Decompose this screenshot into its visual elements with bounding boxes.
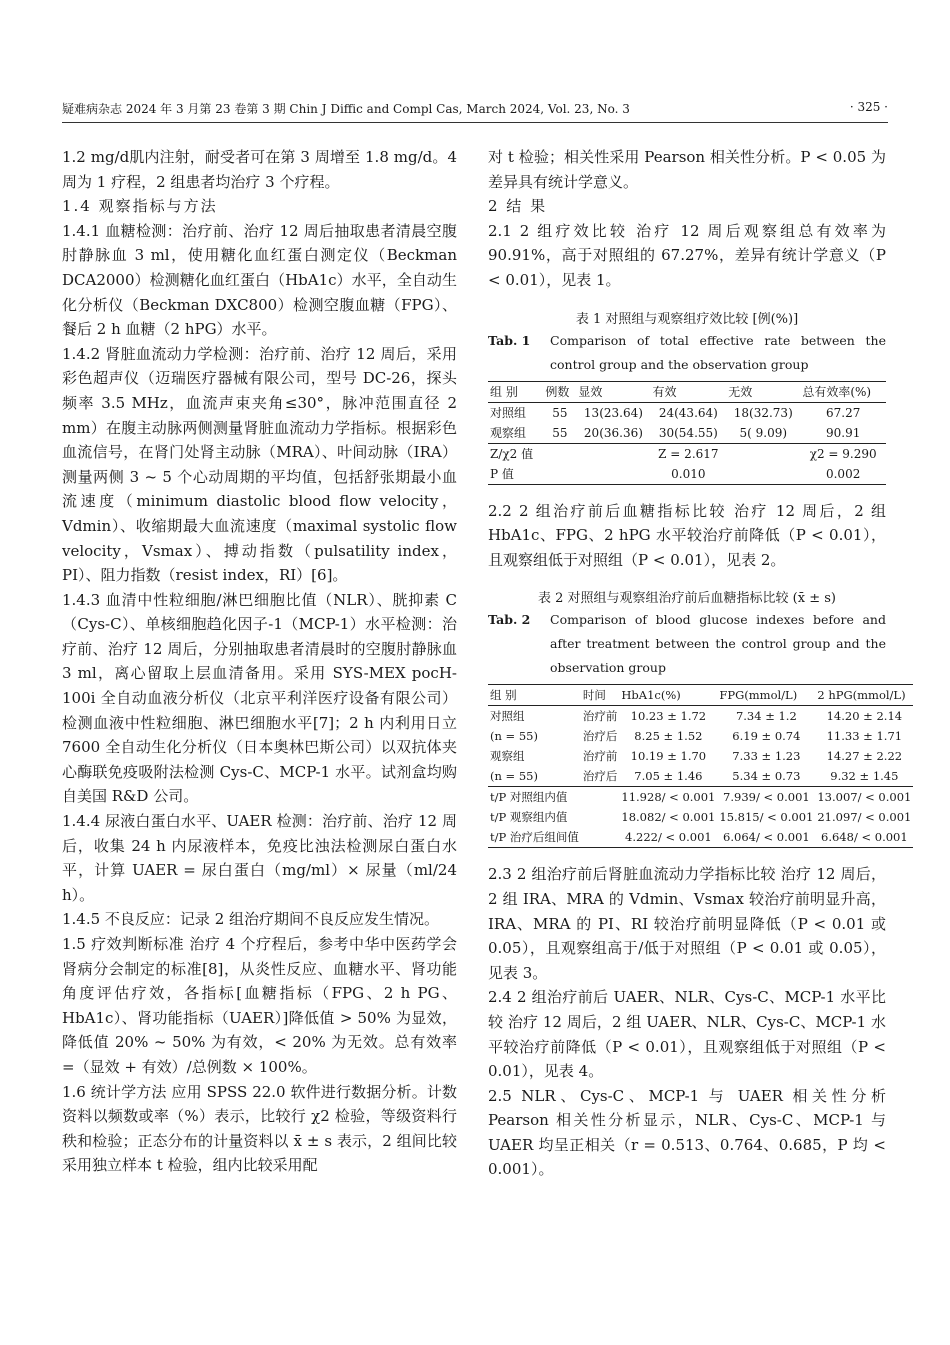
table-cell: 13(23.64): [583, 405, 643, 420]
paragraph-stats-cont: 对 t 检验；相关性采用 Pearson 相关性分析。P < 0.05 为差异具有统计学意义。: [488, 148, 886, 191]
table1-header: 显效: [576, 381, 650, 402]
running-header: [62, 100, 888, 122]
table-row: [488, 746, 913, 766]
table-cell: 治疗前: [582, 709, 618, 724]
table2-en-text: Comparison of blood glucose indexes before and after treatment between the control group and the observation group: [550, 612, 886, 676]
journal-citation: 疑难病杂志 2024 年 3 月第 23 卷第 3 期 Chin J Diffic and Compl Cas, March 2024, Vol. 23, No. 3: [62, 102, 630, 116]
table-cell: 9.32 ± 1.45: [830, 769, 899, 784]
table-cell: 14.20 ± 2.14: [826, 709, 903, 724]
table-cell: t/P 治疗后组间值: [488, 827, 581, 848]
paragraph-1-5: 1.5 疗效判断标准 治疗 4 个疗程后，参考中华中医药学会肾病分会制定的标准[8]，从炎性反应、血糖水平、肾功能角度评估疗效，各指标[血糖指标（FPG、2 h PG、HbA1c）、肾功能指标（UAER）]降低值 > 50% 为显效，降低值 20% ~ 50% 为有效，< 20% 为无效。总有效率 =（显效 + 有效）/总例数 × 100%。: [62, 935, 457, 1076]
table-row: [488, 402, 886, 423]
table-cell: 18.082/ < 0.001: [621, 810, 716, 825]
table-cell: 14.27 ± 2.22: [826, 749, 903, 764]
paragraph-2-5: 2.5 NLR、Cys-C、MCP-1 与 UAER 相关性分析 Pearson 相关性分析显示，NLR、Cys-C、MCP-1 与 UAER 均呈正相关（r = 0.513、0.764、0.685，P 均 < 0.001）。: [488, 1086, 886, 1179]
table-cell: 6.064/ < 0.001: [717, 827, 815, 848]
table-cell: [576, 443, 650, 464]
left-column: [62, 145, 457, 1178]
table-cell: 55: [552, 425, 568, 440]
table1-header: 总有效率(%): [800, 381, 886, 402]
table-cell: 67.27: [825, 405, 861, 420]
table1: [488, 381, 886, 485]
paragraph-2-4: 2.4 2 组治疗前后 UAER、NLR、Cys-C、MCP-1 水平比较 治疗 12 周后，2 组 UAER、NLR、Cys-C、MCP-1 水平较治疗前降低（P < 0.01），且观察组低于对照组（P < 0.01），见表 4。: [488, 988, 886, 1081]
paragraph-1-4-4: 1.4.4 尿液白蛋白水平、UAER 检测：治疗前、治疗 12 周后，收集 24 h 内尿液样本，免疫比浊法检测尿白蛋白水平，计算 UAER = 尿白蛋白（mg/ml）× 尿量（ml/24 h）。: [62, 812, 457, 904]
table-cell: 90.91: [825, 425, 861, 440]
table-cell: [581, 827, 620, 848]
table-cell: 0.010: [650, 464, 726, 485]
paragraph-1-4-3: 1.4.3 血清中性粒细胞/淋巴细胞比值（NLR）、胱抑素 C（Cys-C）、单核细胞趋化因子-1（MCP-1）水平检测：治疗前、治疗 12 周后，分别抽取患者清晨时的空腹肘静脉血 3 ml，离心留取上层血清备用。采用 SYS-MEX pocH-100i 全自动血液分析仪（北京平利洋医疗设备有限公司）检测血液中性粒细胞、淋巴细胞水平[7]；2 h 内利用日立 7600 全自动生化分析仪（日本奥林巴斯公司）以双抗体夹心酶联免疫吸附法检测 Cys-C、MCP-1 水平。试剂盒均购自美国 R&D 公司。: [62, 590, 457, 806]
table2-header: 组 别: [488, 685, 581, 706]
table-cell: 15.815/ < 0.001: [719, 810, 814, 825]
header-rule: [62, 122, 888, 123]
paragraph-1-4-2: 1.4.2 肾脏血流动力学检测：治疗前、治疗 12 周后，采用彩色超声仪（迈瑞医疗器械有限公司，型号 DC-26，探头频率 3.5 MHz，血流声束夹角≤30°，脉冲范围直径 2 mm）在腹主动脉两侧测量肾脏血流动力学指标。根据彩色血流信号，在肾门处肾主动脉（MRA）、叶间动脉（IRA）测量两侧 3 ~ 5 个心动周期的平均值，包括舒张期最小血流速度（minimum diastolic blood flow velocity，Vdmin）、收缩期最大血流速度（maximal systolic flow velocity，Vsmax）、搏动指数（pulsatility index，PI）、阻力指数（resist index，RI）[6]。: [62, 344, 457, 585]
paragraph-2-2: 2.2 2 组治疗前后血糖指标比较 治疗 12 周后，2 组 HbA1c、FPG、2 hPG 水平较治疗前降低（P < 0.01），且观察组低于对照组（P < 0.01），见表 2。: [488, 501, 886, 569]
table-row: [488, 443, 886, 464]
right-column: [488, 145, 912, 1182]
table2-header: HbA1c(%): [619, 685, 717, 706]
paragraph-2-3: 2.3 2 组治疗前后肾脏血流动力学指标比较 治疗 12 周后，2 组 IRA、MRA 的 Vdmin、Vsmax 较治疗前明显升高，IRA、MRA 的 PI、RI 较治疗前明显降低（P < 0.01 或 0.05），且观察组高于/低于对照组（P < 0.01 或 0.05），见表 3。: [488, 865, 886, 982]
table-cell: (n = 55): [490, 729, 538, 744]
table-row: [488, 827, 913, 848]
table-cell: 观察组: [490, 749, 525, 764]
table-cell: 4.222/ < 0.001: [619, 827, 717, 848]
table-cell: 7.05 ± 1.46: [634, 769, 703, 784]
table-row: [488, 706, 913, 727]
table-cell: 20(36.36): [583, 425, 643, 440]
table-cell: 13.007/ < 0.001: [815, 787, 913, 808]
table-cell: 30(54.55): [658, 425, 718, 440]
table-row: [488, 766, 913, 787]
table-cell: 21.097/ < 0.001: [817, 810, 912, 825]
table-row: [488, 464, 886, 485]
heading-results: 2 结 果: [488, 197, 548, 216]
table-cell: 对照组: [490, 405, 527, 420]
table-cell: [581, 787, 620, 808]
table-cell: 观察组: [490, 425, 527, 440]
table-cell: Z = 2.617: [650, 443, 726, 464]
table-cell: Z/χ2 值: [488, 443, 543, 464]
table-cell: 对照组: [490, 709, 525, 724]
table2-header: 2 hPG(mmol/L): [815, 685, 913, 706]
table-cell: 8.25 ± 1.52: [634, 729, 703, 744]
table1-en-caption: [488, 329, 886, 377]
table-cell: [726, 443, 800, 464]
paragraph-1-4-1: 1.4.1 血糖检测：治疗前、治疗 12 周后抽取患者清晨空腹肘静脉血 3 ml，使用糖化血红蛋白测定仪（Beckman DCA2000）检测糖化血红蛋白（HbA1c）水平，全自动生化分析仪（Beckman DXC800）检测空腹血糖（FPG）、餐后 2 h 血糖（2 hPG）水平。: [62, 221, 457, 339]
table-cell: 55: [552, 405, 568, 420]
table-row: [488, 807, 913, 827]
table2: [488, 684, 913, 848]
table-cell: 11.928/ < 0.001: [619, 787, 717, 808]
table-row: [488, 787, 913, 808]
table-cell: 治疗后: [582, 769, 618, 784]
table-cell: 7.939/ < 0.001: [717, 787, 815, 808]
table-cell: (n = 55): [490, 769, 538, 784]
paragraph-1-4-5: 1.4.5 不良反应：记录 2 组治疗期间不良反应发生情况。: [62, 910, 440, 929]
table-cell: 10.19 ± 1.70: [630, 749, 707, 764]
paragraph-1-6: 1.6 统计学方法 应用 SPSS 22.0 软件进行数据分析。计数资料以频数或率（%）表示，比较行 χ2 检验，等级资料行秩和检验；正态分布的计量资料以 x̄ ± s 表示，2 组间比较采用独立样本 t 检验，组内比较采用配: [62, 1082, 457, 1175]
table1-en-text: Comparison of total effective rate between the control group and the observation group: [550, 332, 886, 372]
table-cell: 5.34 ± 0.73: [732, 769, 801, 784]
table-cell: P 值: [488, 464, 543, 485]
table-cell: 治疗前: [582, 749, 618, 764]
table2-caption: 表 2 对照组与观察组治疗前后血糖指标比较 (x̄ ± s): [538, 591, 836, 607]
table1-label: Tab. 1: [488, 332, 531, 348]
table-cell: [576, 464, 650, 485]
table1-header: 有效: [650, 381, 726, 402]
table-cell: 7.34 ± 1.2: [735, 709, 797, 724]
table-row: [488, 423, 886, 444]
table-cell: 6.19 ± 0.74: [732, 729, 801, 744]
table-row: [488, 726, 913, 746]
table-cell: [726, 464, 800, 485]
table-cell: 6.648/ < 0.001: [815, 827, 913, 848]
table1-header: 例数: [543, 381, 576, 402]
paragraph-dose: 1.2 mg/d肌内注射，耐受者可在第 3 周增至 1.8 mg/d。4 周为 1 疗程，2 组患者均治疗 3 个疗程。: [62, 148, 457, 191]
table-cell: 18(32.73): [733, 405, 793, 420]
table1-caption: 表 1 对照组与观察组疗效比较 [例(%)]: [575, 311, 799, 327]
table-cell: [543, 464, 576, 485]
table-cell: 24(43.64): [658, 405, 718, 420]
table-cell: 7.33 ± 1.23: [732, 749, 801, 764]
table1-header: 无效: [726, 381, 800, 402]
table-cell: [581, 807, 620, 827]
table-cell: χ2 = 9.290: [800, 443, 886, 464]
table-cell: 治疗后: [582, 729, 618, 744]
table-cell: 10.23 ± 1.72: [630, 709, 707, 724]
table-cell: t/P 对照组内值: [488, 787, 581, 808]
table1-header: 组 别: [488, 381, 543, 402]
table2-label: Tab. 2: [488, 612, 531, 628]
paragraph-2-1: 2.1 2 组疗效比较 治疗 12 周后观察组总有效率为 90.91%，高于对照组的 67.27%，差异有统计学意义（P < 0.01），见表 1。: [488, 221, 886, 289]
table-cell: 11.33 ± 1.71: [826, 729, 903, 744]
page-number: · 325 ·: [849, 100, 888, 114]
heading-1-4: 1.4 观察指标与方法: [62, 197, 218, 216]
table-cell: 5( 9.09): [739, 425, 788, 440]
table-cell: 0.002: [800, 464, 886, 485]
table2-header: 时间: [581, 685, 620, 706]
table2-en-caption: [488, 608, 886, 680]
table-cell: t/P 观察组内值: [490, 810, 568, 825]
table2-header: FPG(mmol/L): [717, 685, 815, 706]
table-cell: [543, 443, 576, 464]
